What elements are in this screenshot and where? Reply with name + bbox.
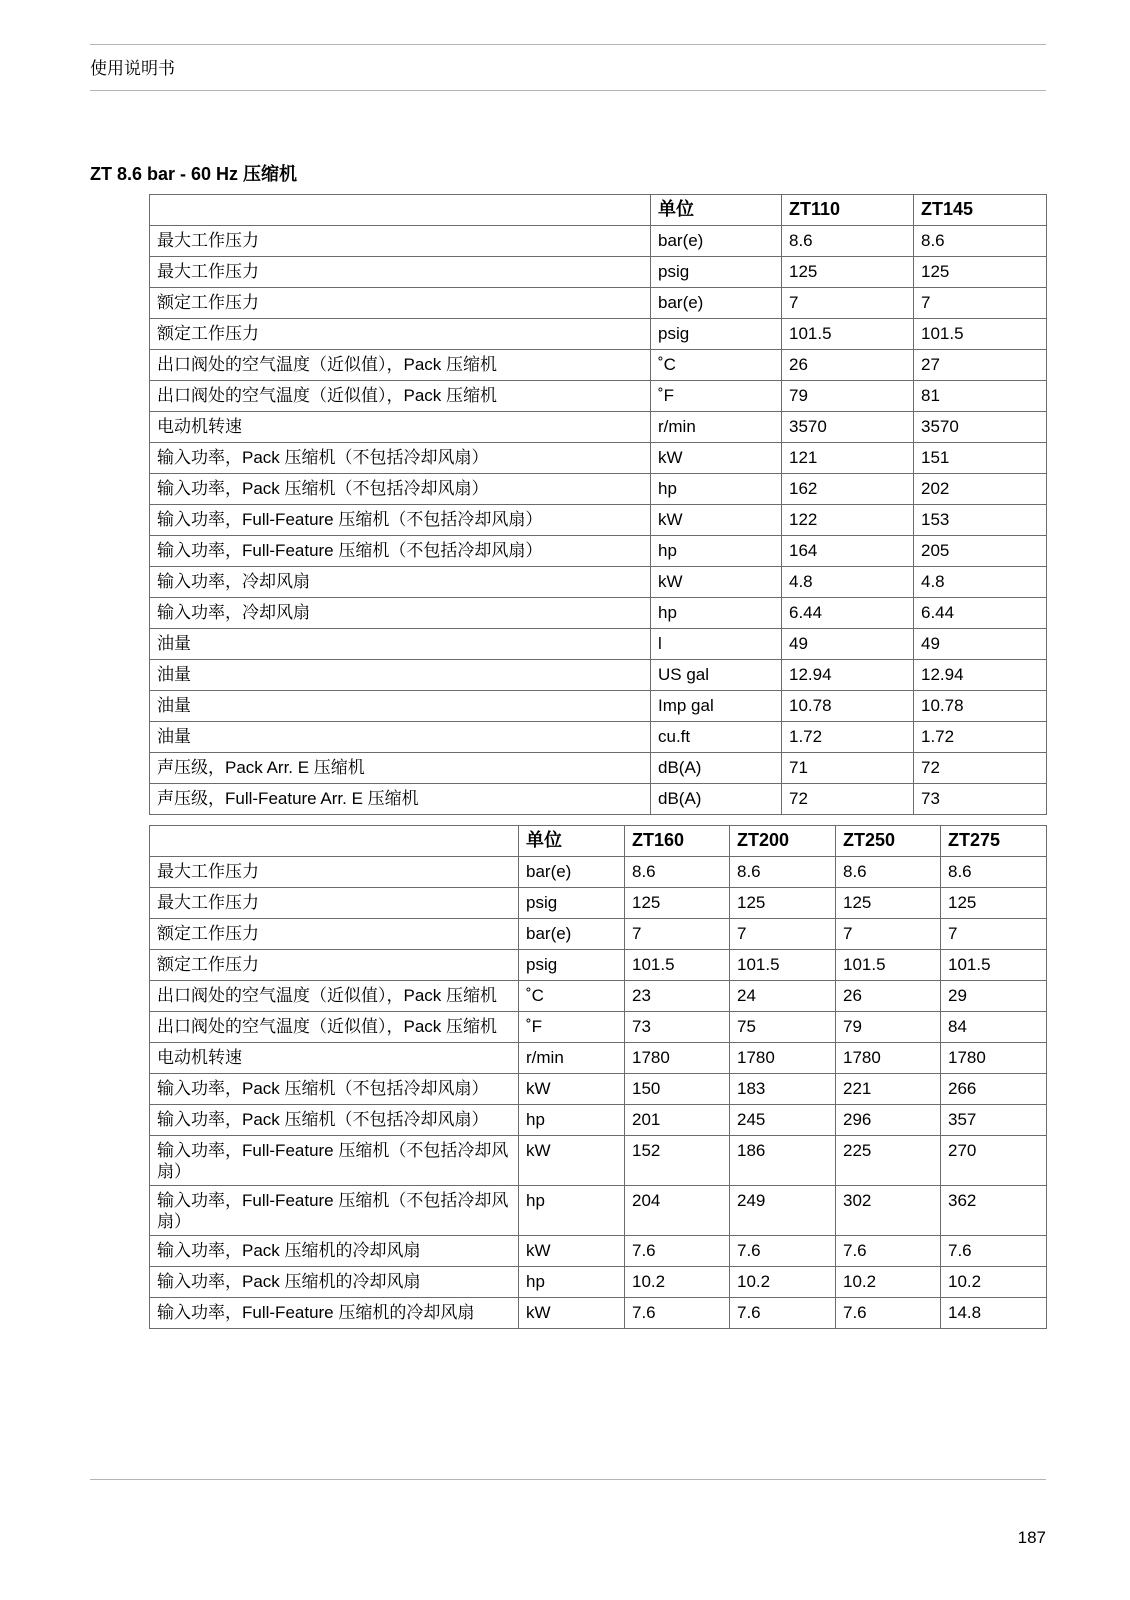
value-cell: 8.6 (730, 857, 836, 888)
unit-cell: Imp gal (651, 691, 782, 722)
parameter-cell: 油量 (150, 722, 651, 753)
parameter-cell: 出口阀处的空气温度（近似值），Pack 压缩机 (150, 381, 651, 412)
spec-table-zt160-zt275 (149, 825, 1047, 1329)
value-cell: 71 (782, 753, 914, 784)
table-row (150, 1043, 1047, 1074)
value-cell: 1780 (625, 1043, 730, 1074)
value-cell: 7 (836, 919, 941, 950)
value-cell: 26 (836, 981, 941, 1012)
unit-cell: kW (519, 1074, 625, 1105)
value-cell: 122 (782, 505, 914, 536)
value-cell: 245 (730, 1105, 836, 1136)
value-cell: 49 (914, 629, 1047, 660)
unit-cell: dB(A) (651, 753, 782, 784)
header-bottom-rule (90, 90, 1046, 91)
value-cell: 101.5 (782, 319, 914, 350)
unit-cell: hp (651, 536, 782, 567)
unit-cell: kW (519, 1136, 625, 1186)
header-cell (150, 195, 651, 226)
parameter-cell: 额定工作压力 (150, 919, 519, 950)
value-cell: 72 (782, 784, 914, 815)
unit-cell: kW (519, 1236, 625, 1267)
parameter-cell: 输入功率，冷却风扇 (150, 598, 651, 629)
parameter-cell: 最大工作压力 (150, 857, 519, 888)
unit-cell: hp (519, 1186, 625, 1236)
table-row (150, 505, 1047, 536)
value-cell: 8.6 (836, 857, 941, 888)
value-cell: 101.5 (941, 950, 1047, 981)
value-cell: 1780 (836, 1043, 941, 1074)
value-cell: 204 (625, 1186, 730, 1236)
table-row (150, 857, 1047, 888)
value-cell: 7.6 (730, 1298, 836, 1329)
unit-cell: bar(e) (519, 919, 625, 950)
header-top-rule (90, 44, 1046, 45)
value-cell: 27 (914, 350, 1047, 381)
table-row (150, 412, 1047, 443)
table-row (150, 919, 1047, 950)
unit-cell: r/min (519, 1043, 625, 1074)
table-row (150, 1267, 1047, 1298)
unit-cell: ˚F (519, 1012, 625, 1043)
value-cell: 29 (941, 981, 1047, 1012)
value-cell: 183 (730, 1074, 836, 1105)
value-cell: 24 (730, 981, 836, 1012)
value-cell: 121 (782, 443, 914, 474)
unit-cell: psig (651, 319, 782, 350)
value-cell: 7 (730, 919, 836, 950)
parameter-cell: 声压级，Full-Feature Arr. E 压缩机 (150, 784, 651, 815)
value-cell: 3570 (782, 412, 914, 443)
header-cell: 单位 (519, 826, 625, 857)
header-cell: ZT110 (782, 195, 914, 226)
value-cell: 7 (625, 919, 730, 950)
value-cell: 201 (625, 1105, 730, 1136)
table-row (150, 888, 1047, 919)
parameter-cell: 电动机转速 (150, 1043, 519, 1074)
table-row (150, 722, 1047, 753)
value-cell: 153 (914, 505, 1047, 536)
value-cell: 162 (782, 474, 914, 505)
value-cell: 8.6 (941, 857, 1047, 888)
value-cell: 186 (730, 1136, 836, 1186)
header-cell (150, 826, 519, 857)
value-cell: 79 (836, 1012, 941, 1043)
table-row (150, 598, 1047, 629)
value-cell: 4.8 (782, 567, 914, 598)
parameter-cell: 输入功率，Full-Feature 压缩机（不包括冷却风扇） (150, 1186, 519, 1236)
unit-cell: hp (651, 474, 782, 505)
parameter-cell: 输入功率，Pack 压缩机（不包括冷却风扇） (150, 1074, 519, 1105)
value-cell: 10.2 (941, 1267, 1047, 1298)
table-header-row (150, 195, 1047, 226)
value-cell: 8.6 (914, 226, 1047, 257)
table-row (150, 226, 1047, 257)
unit-cell: bar(e) (651, 288, 782, 319)
value-cell: 150 (625, 1074, 730, 1105)
section-title: ZT 8.6 bar - 60 Hz 压缩机 (90, 164, 298, 184)
table-row (150, 691, 1047, 722)
value-cell: 1.72 (914, 722, 1047, 753)
value-cell: 101.5 (730, 950, 836, 981)
value-cell: 1780 (730, 1043, 836, 1074)
value-cell: 125 (782, 257, 914, 288)
header-cell: ZT275 (941, 826, 1047, 857)
unit-cell: dB(A) (651, 784, 782, 815)
value-cell: 7.6 (941, 1236, 1047, 1267)
unit-cell: ˚F (651, 381, 782, 412)
unit-cell: bar(e) (651, 226, 782, 257)
parameter-cell: 电动机转速 (150, 412, 651, 443)
unit-cell: psig (651, 257, 782, 288)
parameter-cell: 输入功率，Full-Feature 压缩机的冷却风扇 (150, 1298, 519, 1329)
table-row (150, 1074, 1047, 1105)
header-cell: ZT250 (836, 826, 941, 857)
parameter-cell: 输入功率，Pack 压缩机（不包括冷却风扇） (150, 1105, 519, 1136)
value-cell: 7.6 (730, 1236, 836, 1267)
parameter-cell: 油量 (150, 629, 651, 660)
unit-cell: l (651, 629, 782, 660)
parameter-cell: 输入功率，Pack 压缩机（不包括冷却风扇） (150, 474, 651, 505)
document-header-title: 使用说明书 (90, 59, 175, 78)
table-row (150, 660, 1047, 691)
value-cell: 164 (782, 536, 914, 567)
value-cell: 73 (625, 1012, 730, 1043)
value-cell: 152 (625, 1136, 730, 1186)
value-cell: 270 (941, 1136, 1047, 1186)
parameter-cell: 额定工作压力 (150, 288, 651, 319)
value-cell: 10.2 (625, 1267, 730, 1298)
parameter-cell: 输入功率，Full-Feature 压缩机（不包括冷却风扇） (150, 505, 651, 536)
parameter-cell: 油量 (150, 691, 651, 722)
value-cell: 7 (782, 288, 914, 319)
parameter-cell: 输入功率，Pack 压缩机的冷却风扇 (150, 1267, 519, 1298)
table-row (150, 629, 1047, 660)
value-cell: 221 (836, 1074, 941, 1105)
table-row (150, 381, 1047, 412)
value-cell: 7.6 (836, 1236, 941, 1267)
value-cell: 151 (914, 443, 1047, 474)
unit-cell: kW (651, 443, 782, 474)
parameter-cell: 最大工作压力 (150, 226, 651, 257)
value-cell: 125 (914, 257, 1047, 288)
value-cell: 1.72 (782, 722, 914, 753)
unit-cell: bar(e) (519, 857, 625, 888)
table-row (150, 981, 1047, 1012)
table-row (150, 257, 1047, 288)
value-cell: 249 (730, 1186, 836, 1236)
table-row (150, 1236, 1047, 1267)
table-row (150, 474, 1047, 505)
parameter-cell: 出口阀处的空气温度（近似值），Pack 压缩机 (150, 350, 651, 381)
value-cell: 1780 (941, 1043, 1047, 1074)
value-cell: 101.5 (914, 319, 1047, 350)
value-cell: 72 (914, 753, 1047, 784)
value-cell: 205 (914, 536, 1047, 567)
unit-cell: ˚C (651, 350, 782, 381)
parameter-cell: 输入功率，Pack 压缩机的冷却风扇 (150, 1236, 519, 1267)
table-row (150, 1298, 1047, 1329)
value-cell: 84 (941, 1012, 1047, 1043)
table-row (150, 1105, 1047, 1136)
value-cell: 7 (914, 288, 1047, 319)
parameter-cell: 最大工作压力 (150, 888, 519, 919)
value-cell: 125 (941, 888, 1047, 919)
value-cell: 10.2 (730, 1267, 836, 1298)
value-cell: 101.5 (625, 950, 730, 981)
header-cell: ZT200 (730, 826, 836, 857)
unit-cell: hp (519, 1105, 625, 1136)
unit-cell: kW (651, 567, 782, 598)
table-row (150, 443, 1047, 474)
value-cell: 10.2 (836, 1267, 941, 1298)
table-row (150, 784, 1047, 815)
value-cell: 8.6 (782, 226, 914, 257)
parameter-cell: 输入功率，冷却风扇 (150, 567, 651, 598)
value-cell: 357 (941, 1105, 1047, 1136)
value-cell: 6.44 (914, 598, 1047, 629)
value-cell: 7.6 (625, 1236, 730, 1267)
parameter-cell: 声压级，Pack Arr. E 压缩机 (150, 753, 651, 784)
table-row (150, 536, 1047, 567)
unit-cell: ˚C (519, 981, 625, 1012)
parameter-cell: 出口阀处的空气温度（近似值），Pack 压缩机 (150, 981, 519, 1012)
value-cell: 125 (836, 888, 941, 919)
value-cell: 12.94 (914, 660, 1047, 691)
table-row (150, 1136, 1047, 1186)
value-cell: 10.78 (914, 691, 1047, 722)
unit-cell: hp (651, 598, 782, 629)
table-row (150, 288, 1047, 319)
value-cell: 225 (836, 1136, 941, 1186)
value-cell: 7 (941, 919, 1047, 950)
footer-rule (90, 1479, 1046, 1480)
unit-cell: psig (519, 888, 625, 919)
spec-table-zt110-zt145 (149, 194, 1047, 815)
table-row (150, 567, 1047, 598)
value-cell: 10.78 (782, 691, 914, 722)
parameter-cell: 额定工作压力 (150, 950, 519, 981)
parameter-cell: 输入功率，Pack 压缩机（不包括冷却风扇） (150, 443, 651, 474)
parameter-cell: 额定工作压力 (150, 319, 651, 350)
value-cell: 3570 (914, 412, 1047, 443)
value-cell: 125 (730, 888, 836, 919)
unit-cell: cu.ft (651, 722, 782, 753)
parameter-cell: 油量 (150, 660, 651, 691)
value-cell: 23 (625, 981, 730, 1012)
value-cell: 101.5 (836, 950, 941, 981)
table-row (150, 753, 1047, 784)
table-row (150, 1186, 1047, 1236)
value-cell: 75 (730, 1012, 836, 1043)
value-cell: 296 (836, 1105, 941, 1136)
value-cell: 81 (914, 381, 1047, 412)
value-cell: 6.44 (782, 598, 914, 629)
value-cell: 362 (941, 1186, 1047, 1236)
value-cell: 73 (914, 784, 1047, 815)
value-cell: 266 (941, 1074, 1047, 1105)
value-cell: 4.8 (914, 567, 1047, 598)
value-cell: 125 (625, 888, 730, 919)
header-cell: ZT160 (625, 826, 730, 857)
value-cell: 7.6 (836, 1298, 941, 1329)
parameter-cell: 最大工作压力 (150, 257, 651, 288)
value-cell: 202 (914, 474, 1047, 505)
value-cell: 49 (782, 629, 914, 660)
parameter-cell: 输入功率，Full-Feature 压缩机（不包括冷却风扇） (150, 536, 651, 567)
unit-cell: psig (519, 950, 625, 981)
unit-cell: kW (651, 505, 782, 536)
value-cell: 302 (836, 1186, 941, 1236)
unit-cell: r/min (651, 412, 782, 443)
value-cell: 8.6 (625, 857, 730, 888)
table-row (150, 1012, 1047, 1043)
parameter-cell: 输入功率，Full-Feature 压缩机（不包括冷却风扇） (150, 1136, 519, 1186)
parameter-cell: 出口阀处的空气温度（近似值），Pack 压缩机 (150, 1012, 519, 1043)
unit-cell: hp (519, 1267, 625, 1298)
table-row (150, 319, 1047, 350)
unit-cell: US gal (651, 660, 782, 691)
table-row (150, 950, 1047, 981)
unit-cell: kW (519, 1298, 625, 1329)
value-cell: 26 (782, 350, 914, 381)
value-cell: 7.6 (625, 1298, 730, 1329)
header-cell: 单位 (651, 195, 782, 226)
header-cell: ZT145 (914, 195, 1047, 226)
value-cell: 12.94 (782, 660, 914, 691)
value-cell: 14.8 (941, 1298, 1047, 1329)
table-row (150, 350, 1047, 381)
value-cell: 79 (782, 381, 914, 412)
table-header-row (150, 826, 1047, 857)
page-number: 187 (1017, 1528, 1046, 1547)
